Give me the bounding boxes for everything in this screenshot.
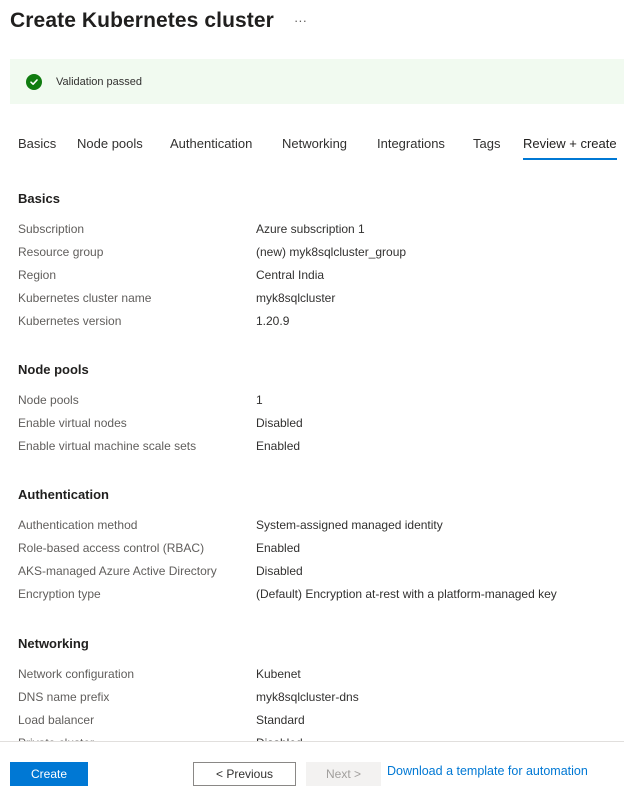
tab-basics[interactable]: Basics bbox=[18, 136, 57, 151]
row-value: (Default) Encryption at-rest with a platform-managed key bbox=[256, 587, 557, 601]
row-label: Role-based access control (RBAC) bbox=[18, 541, 205, 555]
row-label: Node pools bbox=[18, 393, 79, 407]
row-label: Resource group bbox=[18, 245, 104, 259]
tab-node-pools[interactable]: Node pools bbox=[77, 136, 143, 151]
row-value: Enabled bbox=[256, 439, 301, 453]
row-label: Kubernetes version bbox=[18, 314, 122, 328]
row-label: Load balancer bbox=[18, 713, 95, 727]
row-label: Enable virtual nodes bbox=[18, 416, 127, 430]
row-label: Region bbox=[18, 268, 57, 282]
review-content[interactable] bbox=[0, 160, 624, 741]
row-value: Central India bbox=[256, 268, 325, 282]
row-value: 1.20.9 bbox=[256, 314, 290, 328]
section-title-authentication: Authentication bbox=[18, 487, 109, 502]
summary-row bbox=[18, 266, 618, 284]
footer-bar bbox=[0, 741, 624, 788]
summary-row bbox=[18, 391, 618, 409]
row-value: System-assigned managed identity bbox=[256, 518, 443, 532]
row-label: Enable virtual machine scale sets bbox=[18, 439, 197, 453]
tab-tags[interactable]: Tags bbox=[473, 136, 501, 151]
summary-row bbox=[18, 414, 618, 432]
summary-row bbox=[18, 437, 618, 455]
page-header bbox=[10, 6, 307, 36]
section-title-node-pools: Node pools bbox=[18, 362, 89, 377]
row-value: myk8sqlcluster bbox=[256, 291, 336, 305]
summary-row bbox=[18, 516, 618, 534]
row-value: myk8sqlcluster-dns bbox=[256, 690, 359, 704]
summary-row bbox=[18, 688, 618, 706]
row-value: (new) myk8sqlcluster_group bbox=[256, 245, 407, 259]
summary-row bbox=[18, 539, 618, 557]
more-options-icon[interactable]: ··· bbox=[293, 12, 307, 28]
row-label: AKS-managed Azure Active Directory bbox=[18, 564, 217, 578]
row-value: Kubenet bbox=[256, 667, 301, 681]
section-title-basics: Basics bbox=[18, 191, 60, 206]
summary-row bbox=[18, 562, 618, 580]
row-label: Encryption type bbox=[18, 587, 101, 601]
row-value: Azure subscription 1 bbox=[256, 222, 365, 236]
summary-row bbox=[18, 289, 618, 307]
row-label: Authentication method bbox=[18, 518, 138, 532]
tab-integrations[interactable]: Integrations bbox=[377, 136, 445, 151]
summary-row bbox=[18, 220, 618, 238]
tab-review-create[interactable]: Review + create bbox=[523, 130, 617, 160]
row-value: Disabled bbox=[256, 416, 303, 430]
row-label: Network configuration bbox=[18, 667, 135, 681]
summary-row bbox=[18, 243, 618, 261]
row-label: Subscription bbox=[18, 222, 85, 236]
summary-row bbox=[18, 585, 618, 603]
section-title-networking: Networking bbox=[18, 636, 89, 651]
validation-banner bbox=[10, 59, 624, 104]
wizard-tabs bbox=[18, 130, 624, 160]
next-button: Next > bbox=[306, 762, 381, 786]
row-label: Kubernetes cluster name bbox=[18, 291, 152, 305]
tab-authentication[interactable]: Authentication bbox=[170, 136, 253, 151]
previous-button[interactable]: < Previous bbox=[193, 762, 296, 786]
row-label: DNS name prefix bbox=[18, 690, 110, 704]
download-template-link[interactable]: Download a template for automation bbox=[387, 764, 588, 778]
validation-status-text: Validation passed bbox=[56, 75, 143, 88]
checkmark-icon bbox=[26, 74, 42, 90]
row-value: 1 bbox=[256, 393, 263, 407]
row-value: Disabled bbox=[256, 564, 303, 578]
page-title: Create Kubernetes cluster bbox=[10, 9, 274, 32]
summary-row bbox=[18, 711, 618, 729]
tab-networking[interactable]: Networking bbox=[282, 136, 348, 151]
row-value: Standard bbox=[256, 713, 305, 727]
summary-row bbox=[18, 312, 618, 330]
row-value: Enabled bbox=[256, 541, 301, 555]
summary-row bbox=[18, 665, 618, 683]
create-button[interactable]: Create bbox=[10, 762, 88, 786]
